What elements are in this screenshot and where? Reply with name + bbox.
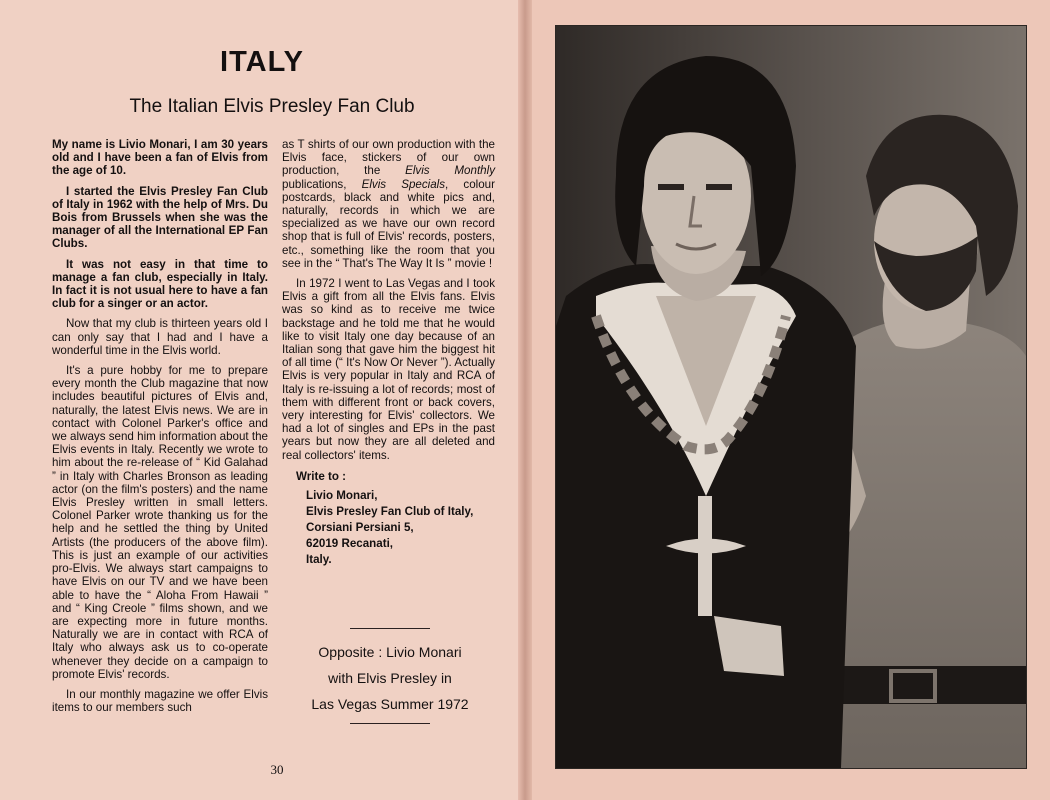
left-page: [0, 0, 524, 800]
contact-address: [296, 469, 495, 568]
address-line: Livio Monari,: [306, 488, 378, 502]
text-run: , colour postcards, black and white pics and, naturally, records in which we are specialized as we have our own record shop that is full of Elvis' records, posters, etc., something like the room that you see in the “ That's The Way It Is ” movie !: [282, 177, 495, 270]
article-paragraph: In 1972 I went to Las Vegas and I took Elvis a gift from all the Elvis fans. Elvis was so kind as to receive me twice backstage and he told me that he would like to visit Italy one day because of an Italian song that gave him the biggest hit of all time (“ It's Now Or Never ”). Actually Elvis is very popular in Italy and RCA of Italy is re-issuing a lot of records; most of them with different front or back covers, very interesting for Elvis' collectors. We had a lot of singles and EPs in the past years but now they are all deleted and real collectors' items.: [282, 277, 495, 462]
article-paragraph: Now that my club is thirteen years old I can only say that I had and I have a wonderful time in the Elvis world.: [52, 317, 268, 357]
caption-line: Opposite : Livio Monari: [318, 644, 462, 660]
page-number: 30: [270, 762, 284, 777]
text-run: as T shirts of our own production with the Elvis face, stickers of our own production, the: [282, 138, 495, 178]
article-paragraph: [282, 138, 495, 270]
address-line: 62019 Recanati,: [306, 536, 394, 550]
photo-illustration: [556, 26, 1026, 768]
caption-line: Las Vegas Summer 1972: [311, 696, 469, 712]
address-line: Italy.: [306, 552, 332, 566]
address-line: Elvis Presley Fan Club of Italy,: [306, 504, 474, 518]
page-subtitle: The Italian Elvis Presley Fan Club: [129, 96, 415, 117]
write-to-label: Write to :: [296, 469, 347, 483]
publication-title: Elvis Specials: [361, 177, 446, 191]
article-column-1: [52, 138, 268, 721]
article-paragraph: In our monthly magazine we offer Elvis items to our members such: [52, 687, 268, 715]
publication-title: Elvis Monthly: [405, 164, 495, 178]
text-run: publications,: [282, 177, 362, 191]
divider: [350, 628, 430, 629]
photograph: [555, 25, 1027, 769]
article-paragraph: My name is Livio Monari, I am 30 years old and I have been a fan of Elvis from the age of 10.: [52, 138, 268, 178]
page-gutter: [518, 0, 532, 800]
article-paragraph: It was not easy in that time to manage a fan club, especially in Italy. In fact it is not usual here to have a fan club for a singer or an actor.: [52, 257, 268, 311]
page-title: ITALY: [220, 46, 304, 78]
article-paragraph: I started the Elvis Presley Fan Club of Italy in 1962 with the help of Mrs. Du Bois from Brussels when she was the manager of all the International EP Fan Clubs.: [52, 184, 268, 251]
address-line: Corsiani Persiani 5,: [306, 520, 414, 534]
photo-caption: [290, 628, 490, 724]
divider: [350, 723, 430, 724]
article-column-2: [282, 138, 495, 568]
article-paragraph: It's a pure hobby for me to prepare every month the Club magazine that now includes beautiful pictures of Elvis and, naturally, the latest Elvis news. We are in contact with Colonel Parker's office and we always send him information about the Elvis events in Italy. Recently we wrote to him about the re-release of “ Kid Galahad ” in Italy with Charles Bronson as leading actor (on the film's posters) and the name Elvis Presley written in small letters. Colonel Parker wrote thanking us for the help and he settled the thing by United Artists (the producers of the above film). This is just an example of our activities pro-Elvis. We always start campaigns to have Elvis on our TV and we have been able to have the “ Aloha From Hawaii ” and “ King Creole ” films shown, and we are expecting more in future months. Naturally we are in contact with RCA of Italy who always ask us to co-operate whenever they decide on a campaign to promote Elvis' records.: [52, 364, 268, 681]
caption-line: with Elvis Presley in: [328, 670, 452, 686]
